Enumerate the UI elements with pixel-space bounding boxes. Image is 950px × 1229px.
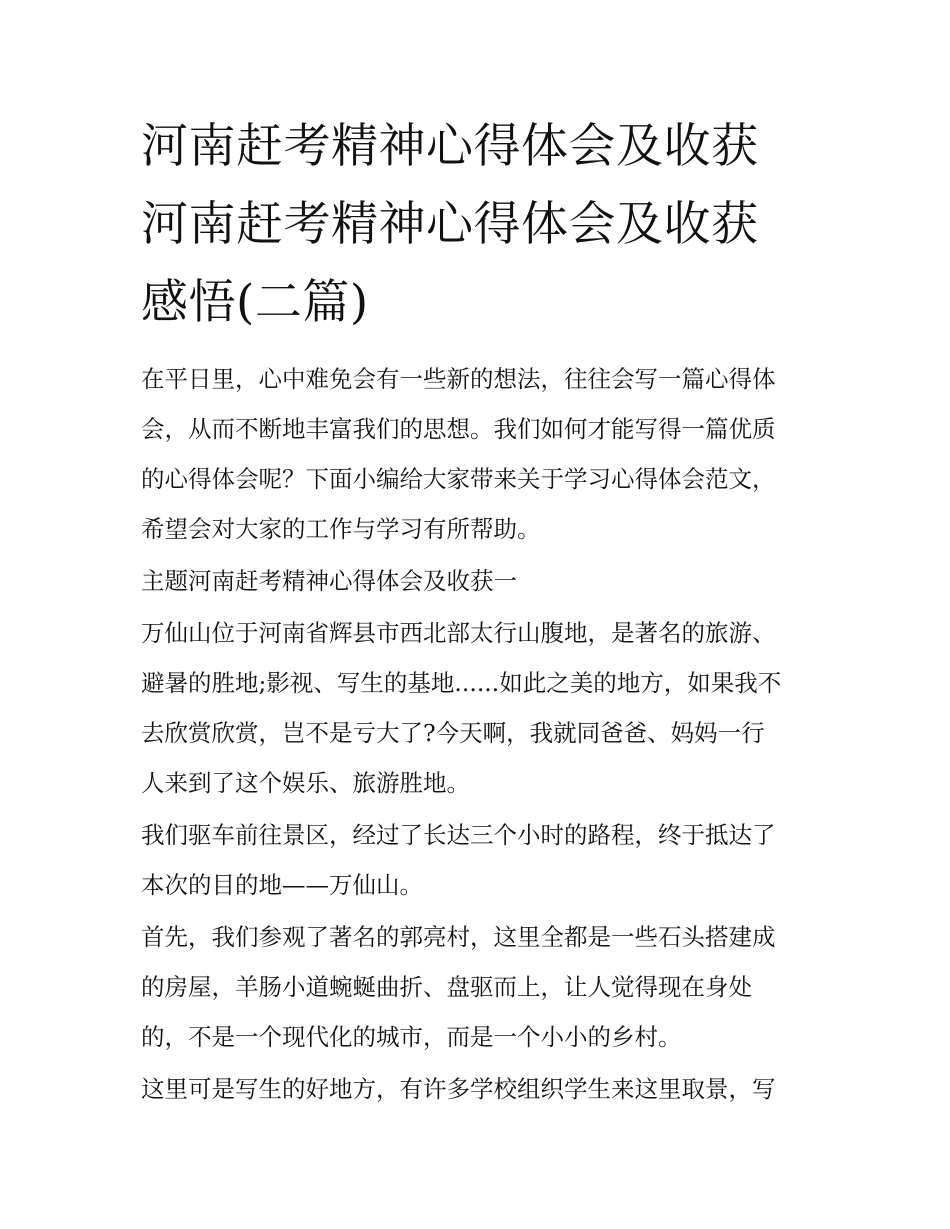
body-line-10: 我们驱车前往景区，经过了长达三个小时的路程，终于抵达了 [141,821,776,849]
body-line-8: 去欣赏欣赏，岂不是亏大了?今天啊，我就同爸爸、妈妈一行 [141,719,765,747]
body-line-9: 人来到了这个娱乐、旅游胜地。 [141,769,470,797]
body-line-6: 万仙山位于河南省辉县市西北部太行山腹地，是著名的旅游、 [141,619,776,647]
title-line-3: 感悟(二篇) [141,275,369,330]
body-line-1: 在平日里，心中难免会有一些新的想法，往往会写一篇心得体 [141,365,776,393]
body-line-4: 希望会对大家的工作与学习有所帮助。 [141,515,541,543]
body-line-2: 会，从而不断地丰富我们的思想。我们如何才能写得一篇优质 [141,415,776,443]
title-line-2: 河南赶考精神心得体会及收获 [141,197,759,252]
section-heading: 主题河南赶考精神心得体会及收获一 [141,567,517,595]
body-line-7: 避暑的胜地;影视、写生的基地......如此之美的地方，如果我不 [141,669,782,697]
body-line-3: 的心得体会呢？下面小编给大家带来关于学习心得体会范文， [141,465,776,493]
body-line-13: 的房屋，羊肠小道蜿蜒曲折、盘驱而上，让人觉得现在身处 [141,973,752,1001]
title-line-1: 河南赶考精神心得体会及收获 [141,119,759,174]
body-line-14: 的，不是一个现代化的城市，而是一个小小的乡村。 [141,1023,682,1051]
body-line-11: 本次的目的地——万仙山。 [141,871,423,899]
body-line-15: 这里可是写生的好地方，有许多学校组织学生来这里取景，写 [141,1075,776,1103]
body-line-12: 首先，我们参观了著名的郭亮村，这里全都是一些石头搭建成 [141,923,776,951]
